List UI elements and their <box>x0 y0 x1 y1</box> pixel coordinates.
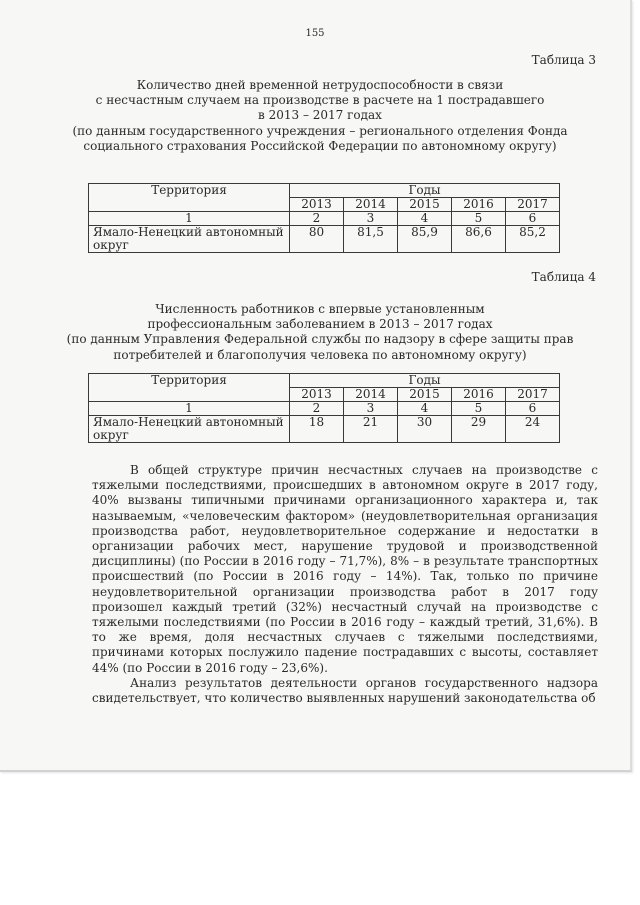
table3-region: Ямало-Ненецкий автономный округ <box>89 226 290 253</box>
table4-colnum: 2 <box>290 402 344 416</box>
table4-value: 30 <box>398 416 452 443</box>
table3-title-line: Количество дней временной нетрудоспособности в связи <box>136 78 504 92</box>
table3-title-line: (по данным государственного учреждения – регионального отделения Фонда <box>72 123 568 138</box>
table4-year: 2016 <box>452 388 506 402</box>
table4-header-years: Годы <box>290 374 560 388</box>
table4-region: Ямало-Ненецкий автономный округ <box>89 416 290 443</box>
table4-value: 18 <box>290 416 344 443</box>
table3-value: 80 <box>290 226 344 253</box>
table3-year: 2016 <box>452 198 506 212</box>
table4-title-line: профессиональным заболеванием в 2013 – 2017 годах <box>147 317 493 332</box>
table4-value: 21 <box>344 416 398 443</box>
table3-header-territory: Территория <box>89 184 290 212</box>
table3-year: 2017 <box>506 198 560 212</box>
table3-colnum: 6 <box>506 212 560 226</box>
table3-title-line: с несчастным случаем на производстве в расчете на 1 пострадавшего <box>95 93 545 108</box>
table4-header-territory: Территория <box>89 374 290 402</box>
table4-year: 2014 <box>344 388 398 402</box>
table3-value: 81,5 <box>344 226 398 253</box>
table4-value: 24 <box>506 416 560 443</box>
page-number: 155 <box>305 28 325 39</box>
table4-title <box>60 302 580 363</box>
table4-label: Таблица 4 <box>531 270 596 284</box>
table4-title-line: (по данным Управления Федеральной службы по надзору в сфере защиты прав <box>66 332 574 347</box>
table3-value: 86,6 <box>452 226 506 253</box>
table4-colnum: 1 <box>89 402 290 416</box>
table4-year: 2015 <box>398 388 452 402</box>
table3-value: 85,2 <box>506 226 560 253</box>
table4-year: 2017 <box>506 388 560 402</box>
table4 <box>88 373 560 443</box>
table3-title-line: социального страхования Российской Федерации по автономному округу) <box>83 138 557 153</box>
table3-colnum: 1 <box>89 212 290 226</box>
table4-colnum: 4 <box>398 402 452 416</box>
table3-label: Таблица 3 <box>531 53 596 67</box>
table4-title-line: Численность работников с впервые установленным <box>155 302 485 316</box>
table4-value: 29 <box>452 416 506 443</box>
table3-value: 85,9 <box>398 226 452 253</box>
table3-header-years: Годы <box>290 184 560 198</box>
table4-colnum: 6 <box>506 402 560 416</box>
table3 <box>88 183 560 253</box>
table3-year: 2014 <box>344 198 398 212</box>
paragraph: Анализ результатов деятельности органов государственного надзора свидетельствует, что количество выявленных нарушений законодательства об <box>92 675 598 706</box>
table3-title-line: в 2013 – 2017 годах <box>258 108 382 123</box>
table3-colnum: 2 <box>290 212 344 226</box>
table4-title-line: потребителей и благополучия человека по автономному округу) <box>113 347 527 362</box>
table3-colnum: 4 <box>398 212 452 226</box>
table3-title <box>60 78 580 154</box>
body-text <box>92 463 598 706</box>
table3-year: 2013 <box>290 198 344 212</box>
table3-colnum: 3 <box>344 212 398 226</box>
table4-colnum: 5 <box>452 402 506 416</box>
table4-colnum: 3 <box>344 402 398 416</box>
table3-colnum: 5 <box>452 212 506 226</box>
table3-year: 2015 <box>398 198 452 212</box>
table4-year: 2013 <box>290 388 344 402</box>
paragraph: В общей структуре причин несчастных случаев на производстве с тяжелыми последствиями, происшедших в автономном округе в 2017 году, 40% вызваны типичными причинами организационного характера и, так называемым, «человеческим фактором» (неудовлетворительная организация производства работ, неудовлетворительное содержание и недостатки в организации рабочих мест, нарушение трудовой и производственной дисциплины) (по России в 2016 году – 71,7%), 8% – в результате транспортных происшествий (по России в 2016 году – 14%). Так, только по причине неудовлетворительной организации производства работ в 2017 году произошел каждый третий (32%) несчастный случай на производстве с тяжелыми последствиями (по России в 2016 году – каждый третий, 31,6%). В то же время, доля несчастных случаев с тяжелыми последствиями, причинами которых послужило падение пострадавших с высоты, составляет 44% (по России в 2016 году – 23,6%). <box>92 463 598 675</box>
